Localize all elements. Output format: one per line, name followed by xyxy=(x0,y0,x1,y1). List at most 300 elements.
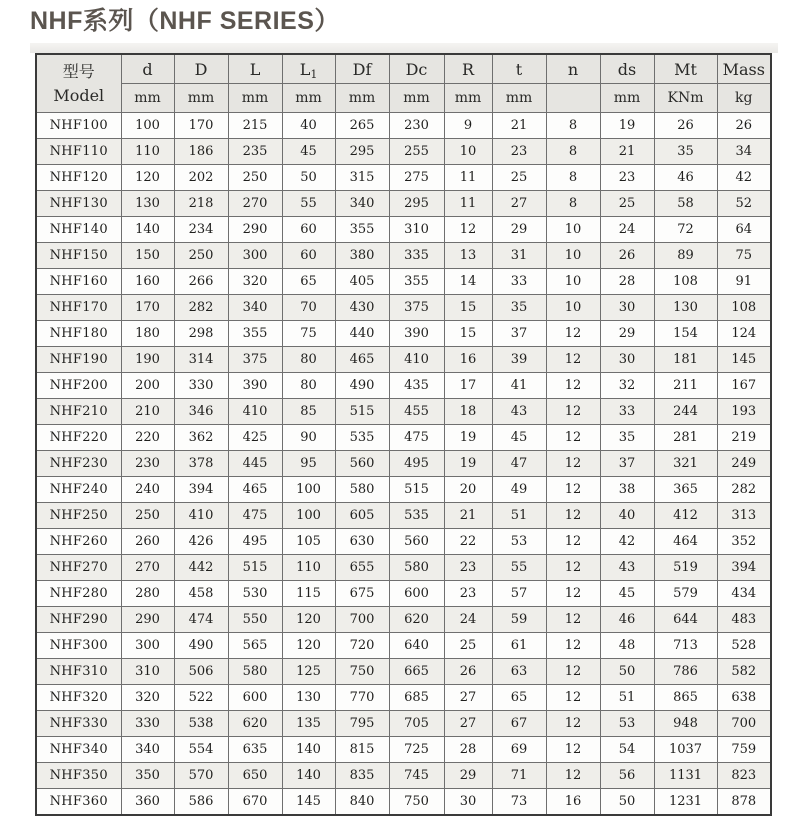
value-cell: 60 xyxy=(282,243,335,269)
value-cell: 823 xyxy=(717,763,771,789)
value-cell: 394 xyxy=(717,555,771,581)
value-cell: 759 xyxy=(717,737,771,763)
value-cell: 314 xyxy=(174,347,228,373)
value-cell: 300 xyxy=(228,243,282,269)
value-cell: 580 xyxy=(389,555,444,581)
value-cell: 725 xyxy=(389,737,444,763)
value-cell: 665 xyxy=(389,659,444,685)
value-cell: 135 xyxy=(282,711,335,737)
value-cell: 635 xyxy=(228,737,282,763)
value-cell: 275 xyxy=(389,165,444,191)
header-unit-row xyxy=(36,84,771,113)
value-cell: 410 xyxy=(389,347,444,373)
model-cell: NHF140 xyxy=(36,217,121,243)
model-cell: NHF120 xyxy=(36,165,121,191)
value-cell: 12 xyxy=(546,321,600,347)
value-cell: 80 xyxy=(282,373,335,399)
value-cell: 835 xyxy=(335,763,389,789)
value-cell: 24 xyxy=(600,217,654,243)
value-cell: 12 xyxy=(546,425,600,451)
value-cell: 47 xyxy=(492,451,546,477)
value-cell: 35 xyxy=(600,425,654,451)
value-cell: 535 xyxy=(335,425,389,451)
value-cell: 580 xyxy=(228,659,282,685)
model-cell: NHF220 xyxy=(36,425,121,451)
table-row xyxy=(36,243,771,269)
value-cell: 435 xyxy=(389,373,444,399)
model-header-cell xyxy=(36,54,121,113)
table-row xyxy=(36,477,771,503)
value-cell: 12 xyxy=(546,451,600,477)
value-cell: 85 xyxy=(282,399,335,425)
value-cell: 586 xyxy=(174,789,228,816)
model-cell: NHF290 xyxy=(36,607,121,633)
model-cell: NHF240 xyxy=(36,477,121,503)
value-cell: 580 xyxy=(335,477,389,503)
value-cell: 150 xyxy=(121,243,174,269)
unit-cell: mm xyxy=(174,84,228,113)
value-cell: 12 xyxy=(546,347,600,373)
value-cell: 11 xyxy=(444,165,492,191)
value-cell: 55 xyxy=(282,191,335,217)
table-row xyxy=(36,425,771,451)
value-cell: 255 xyxy=(389,139,444,165)
value-cell: 20 xyxy=(444,477,492,503)
value-cell: 26 xyxy=(717,113,771,139)
table-row xyxy=(36,373,771,399)
value-cell: 10 xyxy=(546,295,600,321)
value-cell: 434 xyxy=(717,581,771,607)
value-cell: 181 xyxy=(654,347,717,373)
table-row xyxy=(36,581,771,607)
value-cell: 675 xyxy=(335,581,389,607)
value-cell: 65 xyxy=(282,269,335,295)
table-row xyxy=(36,399,771,425)
value-cell: 410 xyxy=(174,503,228,529)
value-cell: 745 xyxy=(389,763,444,789)
value-cell: 120 xyxy=(282,633,335,659)
value-cell: 12 xyxy=(444,217,492,243)
value-cell: 12 xyxy=(546,633,600,659)
value-cell: 360 xyxy=(121,789,174,816)
value-cell: 620 xyxy=(228,711,282,737)
model-cell: NHF360 xyxy=(36,789,121,816)
unit-cell: mm xyxy=(121,84,174,113)
model-cell: NHF270 xyxy=(36,555,121,581)
value-cell: 570 xyxy=(174,763,228,789)
value-cell: 30 xyxy=(600,347,654,373)
table-row xyxy=(36,503,771,529)
value-cell: 100 xyxy=(282,477,335,503)
value-cell: 41 xyxy=(492,373,546,399)
value-cell: 140 xyxy=(282,763,335,789)
value-cell: 154 xyxy=(654,321,717,347)
col-header-d: d xyxy=(121,54,174,84)
value-cell: 270 xyxy=(228,191,282,217)
model-cell: NHF130 xyxy=(36,191,121,217)
value-cell: 53 xyxy=(600,711,654,737)
value-cell: 108 xyxy=(717,295,771,321)
value-cell: 425 xyxy=(228,425,282,451)
value-cell: 16 xyxy=(546,789,600,816)
table-row xyxy=(36,789,771,816)
table-row xyxy=(36,139,771,165)
table-body xyxy=(36,113,771,816)
value-cell: 405 xyxy=(335,269,389,295)
value-cell: 14 xyxy=(444,269,492,295)
value-cell: 445 xyxy=(228,451,282,477)
value-cell: 320 xyxy=(228,269,282,295)
value-cell: 579 xyxy=(654,581,717,607)
value-cell: 71 xyxy=(492,763,546,789)
value-cell: 100 xyxy=(282,503,335,529)
value-cell: 362 xyxy=(174,425,228,451)
model-cell: NHF110 xyxy=(36,139,121,165)
value-cell: 72 xyxy=(654,217,717,243)
value-cell: 365 xyxy=(654,477,717,503)
value-cell: 49 xyxy=(492,477,546,503)
unit-cell: mm xyxy=(444,84,492,113)
value-cell: 27 xyxy=(492,191,546,217)
value-cell: 786 xyxy=(654,659,717,685)
model-cell: NHF260 xyxy=(36,529,121,555)
table-row xyxy=(36,555,771,581)
value-cell: 352 xyxy=(717,529,771,555)
value-cell: 565 xyxy=(228,633,282,659)
value-cell: 170 xyxy=(174,113,228,139)
value-cell: 495 xyxy=(389,451,444,477)
value-cell: 300 xyxy=(121,633,174,659)
value-cell: 219 xyxy=(717,425,771,451)
value-cell: 130 xyxy=(654,295,717,321)
value-cell: 28 xyxy=(444,737,492,763)
table-row xyxy=(36,217,771,243)
value-cell: 120 xyxy=(282,607,335,633)
value-cell: 38 xyxy=(600,477,654,503)
unit-cell: mm xyxy=(335,84,389,113)
value-cell: 19 xyxy=(600,113,654,139)
value-cell: 560 xyxy=(389,529,444,555)
value-cell: 490 xyxy=(174,633,228,659)
value-cell: 295 xyxy=(335,139,389,165)
unit-cell: mm xyxy=(389,84,444,113)
value-cell: 770 xyxy=(335,685,389,711)
value-cell: 455 xyxy=(389,399,444,425)
value-cell: 270 xyxy=(121,555,174,581)
value-cell: 210 xyxy=(121,399,174,425)
page-title: NHF系列（NHF SERIES） xyxy=(30,7,340,35)
value-cell: 145 xyxy=(717,347,771,373)
value-cell: 54 xyxy=(600,737,654,763)
value-cell: 282 xyxy=(174,295,228,321)
value-cell: 124 xyxy=(717,321,771,347)
value-cell: 31 xyxy=(492,243,546,269)
value-cell: 50 xyxy=(600,659,654,685)
value-cell: 52 xyxy=(717,191,771,217)
value-cell: 355 xyxy=(389,269,444,295)
value-cell: 638 xyxy=(717,685,771,711)
value-cell: 750 xyxy=(335,659,389,685)
header-label-row xyxy=(36,54,771,84)
model-cell: NHF170 xyxy=(36,295,121,321)
value-cell: 550 xyxy=(228,607,282,633)
value-cell: 290 xyxy=(121,607,174,633)
model-cell: NHF200 xyxy=(36,373,121,399)
value-cell: 650 xyxy=(228,763,282,789)
unit-cell: mm xyxy=(600,84,654,113)
value-cell: 506 xyxy=(174,659,228,685)
value-cell: 89 xyxy=(654,243,717,269)
value-cell: 515 xyxy=(389,477,444,503)
model-cell: NHF190 xyxy=(36,347,121,373)
table-row xyxy=(36,295,771,321)
value-cell: 10 xyxy=(444,139,492,165)
table-row xyxy=(36,633,771,659)
value-cell: 95 xyxy=(282,451,335,477)
value-cell: 630 xyxy=(335,529,389,555)
value-cell: 13 xyxy=(444,243,492,269)
value-cell: 80 xyxy=(282,347,335,373)
value-cell: 644 xyxy=(654,607,717,633)
table-row xyxy=(36,659,771,685)
value-cell: 12 xyxy=(546,477,600,503)
value-cell: 8 xyxy=(546,165,600,191)
value-cell: 655 xyxy=(335,555,389,581)
value-cell: 244 xyxy=(654,399,717,425)
value-cell: 22 xyxy=(444,529,492,555)
value-cell: 12 xyxy=(546,373,600,399)
value-cell: 280 xyxy=(121,581,174,607)
value-cell: 59 xyxy=(492,607,546,633)
value-cell: 350 xyxy=(121,763,174,789)
value-cell: 202 xyxy=(174,165,228,191)
col-header-l: L xyxy=(228,54,282,84)
value-cell: 16 xyxy=(444,347,492,373)
value-cell: 29 xyxy=(492,217,546,243)
value-cell: 220 xyxy=(121,425,174,451)
value-cell: 211 xyxy=(654,373,717,399)
value-cell: 878 xyxy=(717,789,771,816)
value-cell: 442 xyxy=(174,555,228,581)
value-cell: 75 xyxy=(282,321,335,347)
value-cell: 108 xyxy=(654,269,717,295)
value-cell: 8 xyxy=(546,113,600,139)
value-cell: 75 xyxy=(717,243,771,269)
value-cell: 640 xyxy=(389,633,444,659)
value-cell: 200 xyxy=(121,373,174,399)
value-cell: 12 xyxy=(546,763,600,789)
value-cell: 865 xyxy=(654,685,717,711)
value-cell: 330 xyxy=(121,711,174,737)
value-cell: 51 xyxy=(600,685,654,711)
col-header-l1: $L_1$ xyxy=(282,54,335,84)
value-cell: 8 xyxy=(546,191,600,217)
value-cell: 282 xyxy=(717,477,771,503)
value-cell: 23 xyxy=(444,581,492,607)
value-cell: 25 xyxy=(600,191,654,217)
table-row xyxy=(36,711,771,737)
value-cell: 50 xyxy=(282,165,335,191)
value-cell: 475 xyxy=(228,503,282,529)
value-cell: 290 xyxy=(228,217,282,243)
value-cell: 1037 xyxy=(654,737,717,763)
table-row xyxy=(36,321,771,347)
value-cell: 130 xyxy=(282,685,335,711)
value-cell: 69 xyxy=(492,737,546,763)
table-row xyxy=(36,451,771,477)
value-cell: 560 xyxy=(335,451,389,477)
value-cell: 50 xyxy=(600,789,654,816)
value-cell: 535 xyxy=(389,503,444,529)
col-header-subscript: 1 xyxy=(310,67,318,81)
value-cell: 281 xyxy=(654,425,717,451)
value-cell: 23 xyxy=(600,165,654,191)
value-cell: 235 xyxy=(228,139,282,165)
value-cell: 35 xyxy=(492,295,546,321)
col-header-df: Df xyxy=(335,54,389,84)
table-row xyxy=(36,165,771,191)
model-cell: NHF230 xyxy=(36,451,121,477)
value-cell: 91 xyxy=(717,269,771,295)
value-cell: 840 xyxy=(335,789,389,816)
value-cell: 73 xyxy=(492,789,546,816)
value-cell: 25 xyxy=(444,633,492,659)
value-cell: 39 xyxy=(492,347,546,373)
table-row xyxy=(36,191,771,217)
value-cell: 34 xyxy=(717,139,771,165)
value-cell: 250 xyxy=(121,503,174,529)
value-cell: 63 xyxy=(492,659,546,685)
value-cell: 26 xyxy=(600,243,654,269)
model-cell: NHF330 xyxy=(36,711,121,737)
col-header-ds: ds xyxy=(600,54,654,84)
model-cell: NHF340 xyxy=(36,737,121,763)
value-cell: 125 xyxy=(282,659,335,685)
value-cell: 310 xyxy=(389,217,444,243)
model-cell: NHF300 xyxy=(36,633,121,659)
value-cell: 266 xyxy=(174,269,228,295)
value-cell: 948 xyxy=(654,711,717,737)
unit-cell: mm xyxy=(228,84,282,113)
value-cell: 464 xyxy=(654,529,717,555)
value-cell: 430 xyxy=(335,295,389,321)
nhf-series-spec-table xyxy=(35,53,772,816)
value-cell: 713 xyxy=(654,633,717,659)
value-cell: 515 xyxy=(228,555,282,581)
value-cell: 218 xyxy=(174,191,228,217)
value-cell: 170 xyxy=(121,295,174,321)
value-cell: 24 xyxy=(444,607,492,633)
value-cell: 29 xyxy=(600,321,654,347)
value-cell: 17 xyxy=(444,373,492,399)
value-cell: 12 xyxy=(546,399,600,425)
value-cell: 750 xyxy=(389,789,444,816)
value-cell: 215 xyxy=(228,113,282,139)
value-cell: 115 xyxy=(282,581,335,607)
value-cell: 120 xyxy=(121,165,174,191)
value-cell: 29 xyxy=(444,763,492,789)
table-row xyxy=(36,347,771,373)
model-cell: NHF250 xyxy=(36,503,121,529)
model-cell: NHF320 xyxy=(36,685,121,711)
value-cell: 355 xyxy=(228,321,282,347)
model-cell: NHF210 xyxy=(36,399,121,425)
table-row xyxy=(36,763,771,789)
value-cell: 70 xyxy=(282,295,335,321)
value-cell: 12 xyxy=(546,685,600,711)
value-cell: 320 xyxy=(121,685,174,711)
value-cell: 260 xyxy=(121,529,174,555)
value-cell: 45 xyxy=(282,139,335,165)
value-cell: 43 xyxy=(492,399,546,425)
model-cell: NHF280 xyxy=(36,581,121,607)
value-cell: 330 xyxy=(174,373,228,399)
col-header-mt: Mt xyxy=(654,54,717,84)
value-cell: 90 xyxy=(282,425,335,451)
value-cell: 110 xyxy=(121,139,174,165)
value-cell: 45 xyxy=(492,425,546,451)
value-cell: 522 xyxy=(174,685,228,711)
value-cell: 193 xyxy=(717,399,771,425)
value-cell: 42 xyxy=(600,529,654,555)
model-cell: NHF180 xyxy=(36,321,121,347)
value-cell: 33 xyxy=(600,399,654,425)
value-cell: 670 xyxy=(228,789,282,816)
value-cell: 180 xyxy=(121,321,174,347)
value-cell: 12 xyxy=(546,503,600,529)
value-cell: 30 xyxy=(444,789,492,816)
value-cell: 230 xyxy=(121,451,174,477)
value-cell: 15 xyxy=(444,295,492,321)
value-cell: 11 xyxy=(444,191,492,217)
value-cell: 140 xyxy=(282,737,335,763)
value-cell: 465 xyxy=(335,347,389,373)
value-cell: 10 xyxy=(546,243,600,269)
value-cell: 46 xyxy=(600,607,654,633)
value-cell: 19 xyxy=(444,425,492,451)
unit-cell xyxy=(546,84,600,113)
value-cell: 483 xyxy=(717,607,771,633)
value-cell: 26 xyxy=(444,659,492,685)
value-cell: 410 xyxy=(228,399,282,425)
value-cell: 32 xyxy=(600,373,654,399)
value-cell: 46 xyxy=(654,165,717,191)
value-cell: 12 xyxy=(546,607,600,633)
scan-artifact-band xyxy=(30,43,778,53)
value-cell: 12 xyxy=(546,659,600,685)
value-cell: 27 xyxy=(444,685,492,711)
model-cell: NHF160 xyxy=(36,269,121,295)
value-cell: 9 xyxy=(444,113,492,139)
value-cell: 15 xyxy=(444,321,492,347)
value-cell: 56 xyxy=(600,763,654,789)
value-cell: 795 xyxy=(335,711,389,737)
unit-cell: kg xyxy=(717,84,771,113)
value-cell: 458 xyxy=(174,581,228,607)
value-cell: 340 xyxy=(121,737,174,763)
value-cell: 186 xyxy=(174,139,228,165)
value-cell: 426 xyxy=(174,529,228,555)
value-cell: 130 xyxy=(121,191,174,217)
value-cell: 440 xyxy=(335,321,389,347)
value-cell: 61 xyxy=(492,633,546,659)
value-cell: 240 xyxy=(121,477,174,503)
value-cell: 310 xyxy=(121,659,174,685)
value-cell: 605 xyxy=(335,503,389,529)
value-cell: 190 xyxy=(121,347,174,373)
value-cell: 37 xyxy=(492,321,546,347)
value-cell: 8 xyxy=(546,139,600,165)
